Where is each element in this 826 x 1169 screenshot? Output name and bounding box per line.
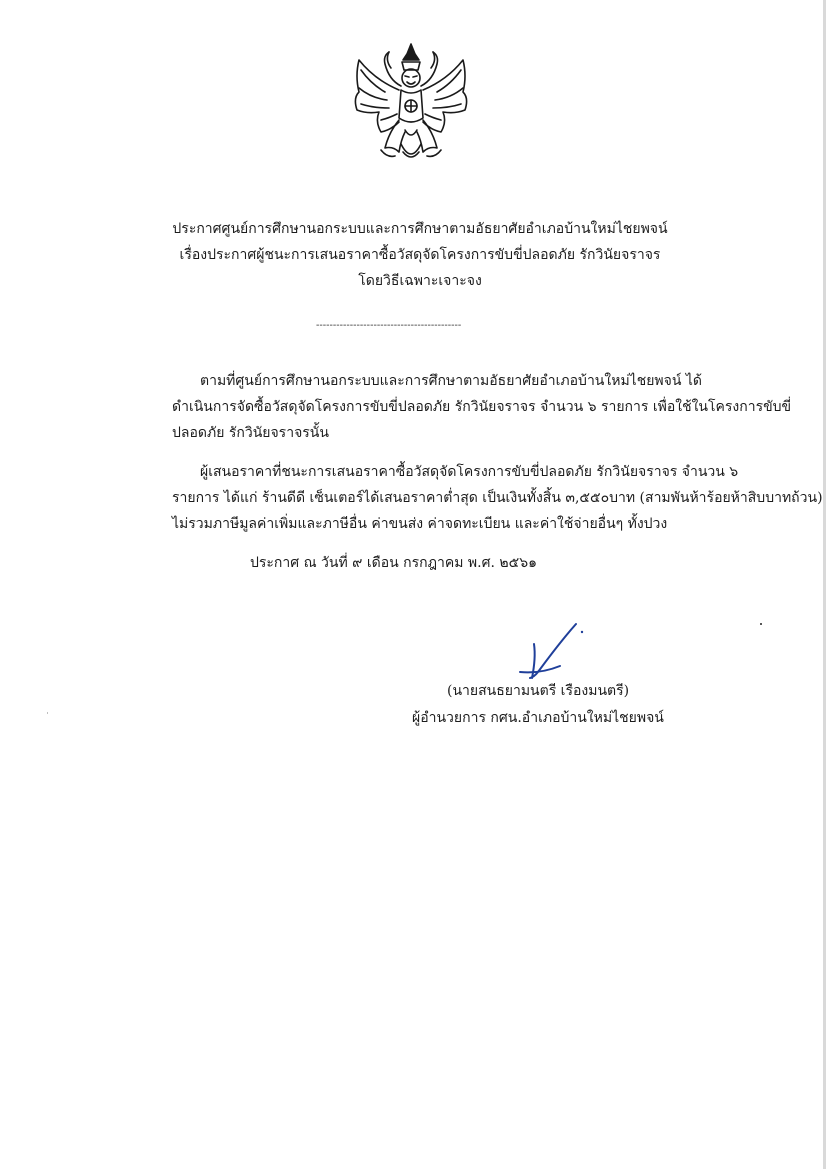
announcement-subject: เรื่องประกาศผู้ชนะการเสนอราคาซื้อวัสดุจัดโครงการขับขี่ปลอดภัย รักวินัยจราจร [179,247,661,263]
handwritten-signature [510,622,590,680]
scan-speck [47,712,48,714]
paragraph-2-line-3: ไม่รวมภาษีมูลค่าเพิ่มและภาษีอื่น ค่าขนส่ง ค่าจดทะเบียน และค่าใช้จ่ายอื่นๆ ทั้งปวง [172,516,668,532]
paragraph-1-line-3: ปลอดภัย รักวินัยจราจรนั้น [172,425,329,441]
paragraph-2-line-1: ผู้เสนอราคาที่ชนะการเสนอราคาซื้อวัสดุจัดโครงการขับขี่ปลอดภัย รักวินัยจราจร จำนวน ๖ [200,464,739,480]
paragraph-1-line-1: ตามที่ศูนย์การศึกษานอกระบบและการศึกษาตามอัธยาศัยอำเภอบ้านใหม่ไชยพจน์ ได้ [200,373,703,389]
signatory-title: ผู้อำนวยการ กศน.อำเภอบ้านใหม่ไชยพจน์ [412,710,664,726]
procurement-method: โดยวิธีเฉพาะเจาะจง [358,273,482,289]
paragraph-1-line-2: ดำเนินการจัดซื้อวัสดุจัดโครงการขับขี่ปลอดภัย รักวินัยจราจร จำนวน ๖ รายการ เพื่อใช้ในโครงการขับขี่ [172,399,792,415]
signatory-name: (นายสนธยามนตรี เรืองมนตรี) [447,683,630,699]
scan-speck [760,623,762,625]
paragraph-2-line-2: รายการ ได้แก่ ร้านดีดี เซ็นเตอร์ได้เสนอราคาต่ำสุด เป็นเงินทั้งสิ้น ๓,๕๕๐บาท (สามพันห้าร้อยห้าสิบบาทถ้วน) [172,490,823,506]
divider-line: ------------------------------------------- [316,320,462,331]
garuda-emblem-icon [345,40,477,168]
announcement-heading: ประกาศศูนย์การศึกษานอกระบบและการศึกษาตามอัธยาศัยอำเภอบ้านใหม่ไชยพจน์ [172,221,668,237]
announcement-date: ประกาศ ณ วันที่ ๙ เดือน กรกฎาคม พ.ศ. ๒๕๖๑ [250,555,537,571]
